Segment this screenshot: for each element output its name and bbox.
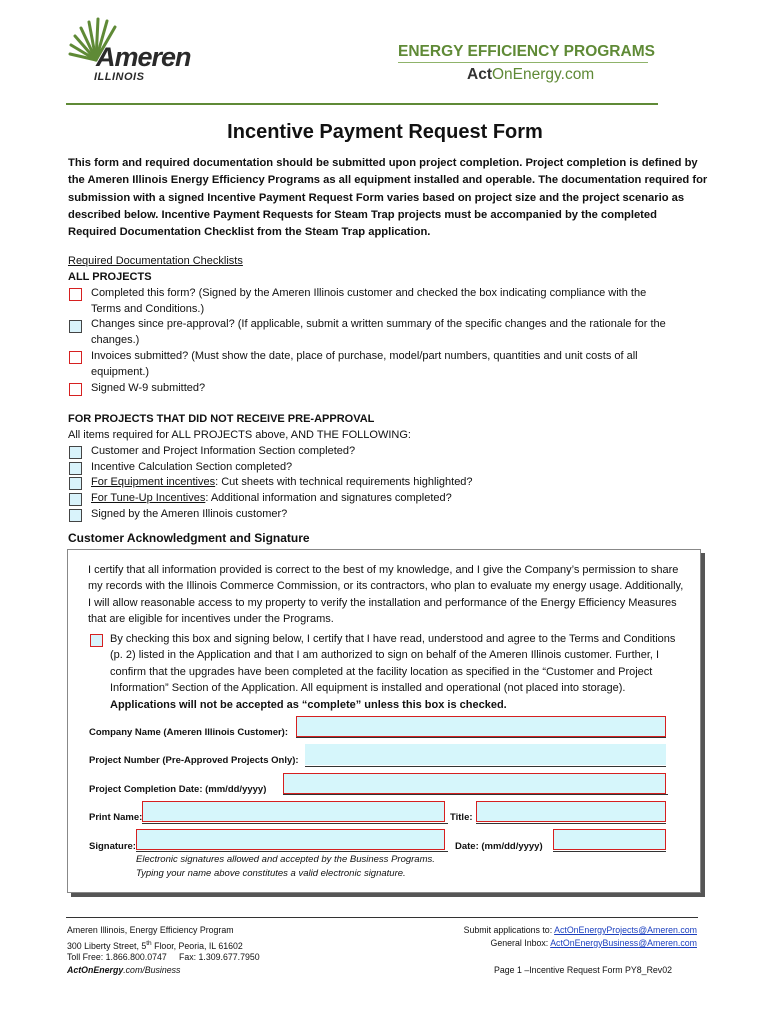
program-title: ENERGY EFFICIENCY PROGRAMS	[398, 43, 655, 60]
checklist-item-signed: Signed by the Ameren Illinois customer?	[91, 508, 288, 520]
footer-address: 300 Liberty Street, 5th Floor, Peoria, IL 61602	[67, 940, 243, 951]
page-title: Incentive Payment Request Form	[227, 121, 543, 143]
title-label: Title:	[450, 812, 473, 823]
completion-date-label: Project Completion Date: (mm/dd/yyyy)	[89, 784, 267, 795]
checkbox-terms-agreement[interactable]	[90, 634, 103, 647]
project-number-label: Project Number (Pre-Approved Projects Only):	[89, 755, 299, 766]
no-approval-heading: FOR PROJECTS THAT DID NOT RECEIVE PRE-APPROVAL	[68, 413, 375, 425]
intro-paragraph: This form and required documentation should be submitted upon project completion. Project completion is defined by the Ameren Illinois Energy Efficiency Programs as all equipment installed and operable. The documentation required for submission with a signed Incentive Payment Request Form varies based on project size and the project scenario as described below. Incentive Payment Requests for Steam Trap projects must be accompanied by the completed Required Documentation Checklist from the Steam Trap application.	[68, 157, 708, 239]
footer-divider	[66, 917, 698, 918]
date-field[interactable]	[553, 829, 666, 850]
checklist-item-completed-form: Completed this form? (Signed by the Ameren Illinois customer and checked the box indicating compliance with the Terms and Conditions.)	[91, 287, 647, 315]
checkbox-tuneup-incentives[interactable]	[69, 493, 82, 506]
date-underline	[553, 851, 666, 852]
checklist-item-invoices: Invoices submitted? (Must show the date, place of purchase, model/part numbers, quantities and unit costs of all equipment.)	[91, 350, 638, 378]
submit-email-link[interactable]: ActOnEnergyProjects@Ameren.com	[554, 925, 697, 935]
footer-org: Ameren Illinois, Energy Efficiency Program	[67, 925, 234, 935]
checklist-item-w9: Signed W-9 submitted?	[91, 382, 206, 394]
all-projects-heading: ALL PROJECTS	[68, 271, 152, 283]
completion-date-underline	[283, 794, 668, 795]
program-site	[467, 66, 594, 84]
checklist-item-changes: Changes since pre-approval? (If applicable, submit a written summary of the specific changes and the rationale for the changes.)	[91, 318, 666, 346]
checkbox-equipment-incentives[interactable]	[69, 477, 82, 490]
checklist-item-customer-info: Customer and Project Information Section completed?	[91, 445, 356, 457]
inbox-email-link[interactable]: ActOnEnergyBusiness@Ameren.com	[550, 938, 697, 948]
signature-field[interactable]	[136, 829, 445, 850]
checklist-item-tuneup-incentives: For Tune-Up Incentives: Additional information and signatures completed?	[91, 492, 452, 504]
logo-wordmark: Ameren	[96, 42, 191, 72]
print-name-label: Print Name:	[89, 812, 143, 823]
footer-phones: Toll Free: 1.866.800.0747 Fax: 1.309.677.7950	[67, 952, 260, 962]
footer-website: ActOnEnergy.com/Business	[67, 965, 181, 975]
title-field[interactable]	[476, 801, 666, 822]
checkbox-incentive-calc[interactable]	[69, 462, 82, 475]
checkbox-completed-form[interactable]	[69, 288, 82, 301]
footer-inbox: General Inbox: ActOnEnergyBusiness@Ameren.com	[490, 938, 697, 948]
company-name-underline	[296, 737, 666, 738]
terms-agreement-text: By checking this box and signing below, I certify that I have read, understood and agree to the Terms and Conditions (p. 2) listed in the Application and that I am authorized to sign on behalf of the Ameren Illinois customer. Further, I confirm that the upgrades have been completed at the facility location as specified in the “Customer and Project Information” Section of the Application. All equipment is installed and operational (not placed into storage). Applications will not be accepted as “complete” unless this box is checked.	[110, 633, 676, 711]
program-title-rule	[398, 62, 648, 63]
project-number-field[interactable]	[305, 744, 666, 765]
site-suffix: Energy.com	[512, 66, 595, 83]
checklist-heading: Required Documentation Checklists	[68, 255, 243, 267]
date-label: Date: (mm/dd/yyyy)	[455, 841, 543, 852]
print-name-underline	[142, 823, 448, 824]
footer-submit: Submit applications to: ActOnEnergyProjects@Ameren.com	[463, 925, 697, 935]
esignature-note-2: Typing your name above constitutes a valid electronic signature.	[136, 868, 406, 879]
esignature-note-1: Electronic signatures allowed and accepted by the Business Programs.	[136, 854, 435, 865]
checkbox-w9[interactable]	[69, 383, 82, 396]
completion-date-field[interactable]	[283, 773, 666, 794]
checkbox-changes-since-preapproval[interactable]	[69, 320, 82, 333]
signature-underline	[136, 851, 448, 852]
company-name-label: Company Name (Ameren Illinois Customer):	[89, 727, 289, 738]
checklist-item-equipment-incentives: For Equipment incentives: Cut sheets with technical requirements highlighted?	[91, 476, 473, 488]
page-number: Page 1 –Incentive Request Form PY8_Rev02	[494, 965, 672, 975]
header-divider	[66, 103, 658, 105]
site-prefix: Act	[467, 66, 492, 83]
signature-label: Signature:	[89, 841, 136, 852]
project-number-underline	[305, 766, 666, 767]
acknowledgment-heading: Customer Acknowledgment and Signature	[68, 531, 310, 545]
checklist-item-incentive-calc: Incentive Calculation Section completed?	[91, 461, 293, 473]
logo-subtitle: ILLINOIS	[94, 71, 145, 83]
print-name-field[interactable]	[142, 801, 445, 822]
title-underline	[476, 823, 666, 824]
checkbox-customer-info[interactable]	[69, 446, 82, 459]
no-approval-subheading: All items required for ALL PROJECTS above, AND THE FOLLOWING:	[68, 429, 411, 441]
site-middle: On	[491, 66, 513, 83]
checkbox-signed-by-customer[interactable]	[69, 509, 82, 522]
checkbox-invoices[interactable]	[69, 351, 82, 364]
acknowledgment-paragraph: I certify that all information provided is correct to the best of my knowledge, and I give the Company’s permission to share my records with the Illinois Commerce Commission, or its contractors, who plan to evaluate my energy usage. Additionally, I will allow reasonable access to my property to verify the installation and performance of the Energy Efficiency Measures that are eligible for incentives under the Programs.	[88, 564, 684, 626]
company-name-field[interactable]	[296, 716, 666, 737]
